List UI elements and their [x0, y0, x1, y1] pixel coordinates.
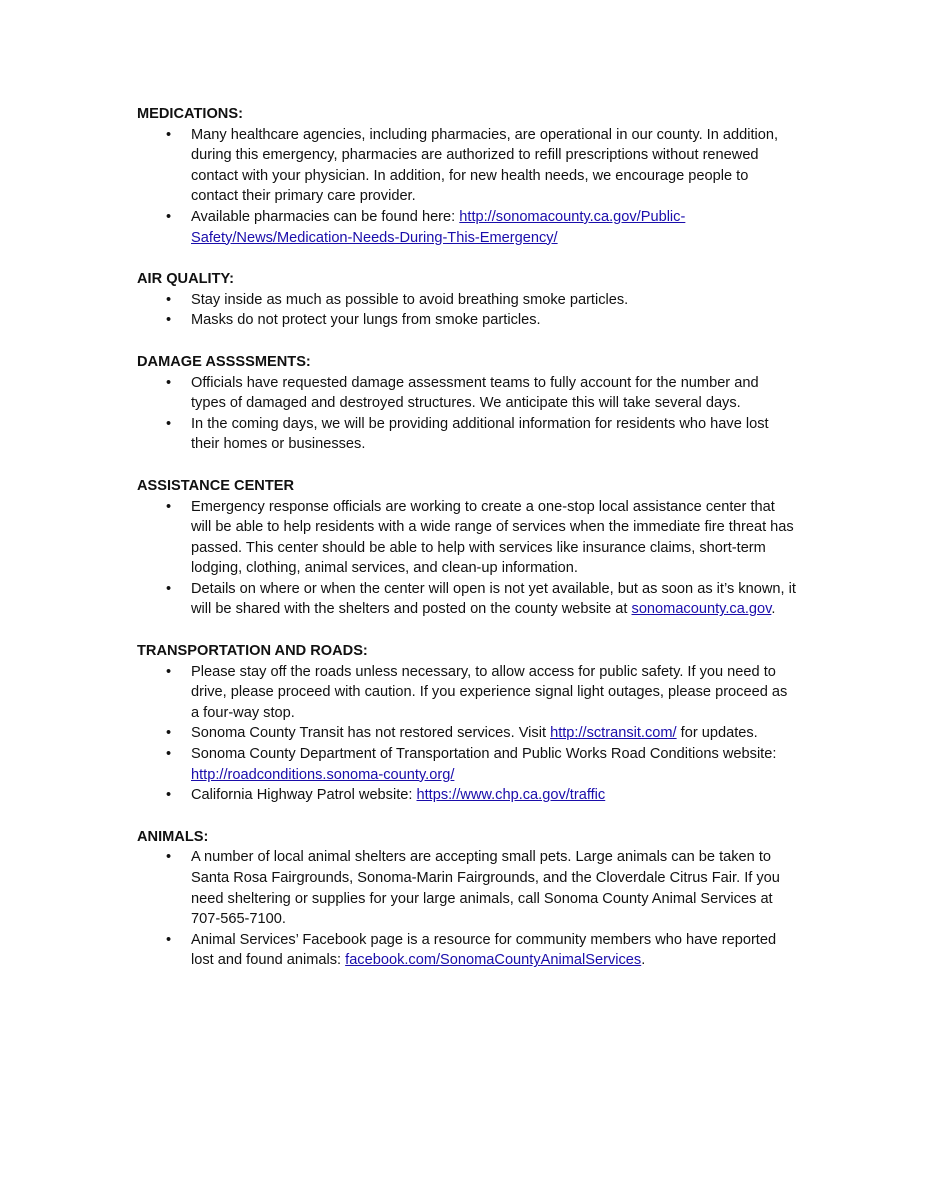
- bullet-icon: •: [166, 498, 172, 515]
- bullet-icon: •: [166, 787, 172, 804]
- section-damage-assessments: [137, 352, 797, 455]
- bullet-icon: •: [166, 374, 172, 391]
- bullet-list: [137, 662, 797, 806]
- item-text: California Highway Patrol website:: [191, 787, 417, 804]
- section-heading: AIR QUALITY:: [137, 271, 235, 288]
- bullet-icon: •: [166, 746, 172, 763]
- section-heading: ANIMALS:: [137, 828, 209, 845]
- section-medications: [137, 104, 797, 248]
- item-text: In the coming days, we will be providing additional information for residents who have lost their homes or businesses.: [191, 415, 769, 453]
- bullet-icon: •: [166, 931, 172, 948]
- bullet-icon: •: [166, 725, 172, 742]
- bullet-icon: •: [166, 663, 172, 680]
- item-text: A number of local animal shelters are accepting small pets. Large animals can be taken to Santa Rosa Fairgrounds, Sonoma-Marin Fairgrounds, and the Cloverdale Citrus Fair. If you need sheltering or supplies for your large animals, call Sonoma County Animal Services at 707-565-7100.: [191, 849, 780, 928]
- item-text-after: .: [771, 601, 776, 618]
- item-text: Officials have requested damage assessment teams to fully account for the number and types of damaged and destroyed structures. We anticipate this will take several days.: [191, 374, 759, 412]
- list-item: [137, 847, 797, 929]
- bullet-list: [137, 497, 797, 621]
- list-item: [137, 373, 797, 414]
- list-item: [137, 414, 797, 455]
- item-text: Please stay off the roads unless necessary, to allow access for public safety. If you need to drive, please proceed with caution. If you experience signal light outages, please proceed as a four-way stop.: [191, 663, 788, 721]
- bullet-list: [137, 847, 797, 971]
- list-item: [137, 310, 797, 331]
- bullet-icon: •: [166, 415, 172, 432]
- list-item: [137, 744, 797, 785]
- section-air-quality: [137, 269, 797, 331]
- item-text: Emergency response officials are working to create a one-stop local assistance center that will be able to help residents with a wide range of services when the immediate fire threat has passed. This center should be able to help with services like insurance claims, short-term lodging, clothing, animal services, and clean-up information.: [191, 498, 794, 577]
- section-heading: DAMAGE ASSSSMENTS:: [137, 353, 311, 370]
- item-text: Sonoma County Department of Transportation and Public Works Road Conditions website:: [191, 746, 777, 763]
- item-text: Stay inside as much as possible to avoid breathing smoke particles.: [191, 291, 629, 308]
- list-item: [137, 579, 797, 620]
- bullet-list: [137, 290, 797, 331]
- section-heading: TRANSPORTATION AND ROADS:: [137, 643, 368, 660]
- list-item: [137, 290, 797, 311]
- section-transportation: [137, 641, 797, 806]
- bullet-icon: •: [166, 312, 172, 329]
- item-text: Animal Services’ Facebook page is a resource for community members who have reported lost and found animals:: [191, 931, 777, 969]
- bullet-icon: •: [166, 291, 172, 308]
- sctransit-link[interactable]: http://sctransit.com/: [550, 725, 677, 742]
- bullet-list: [137, 125, 797, 249]
- item-text: Sonoma County Transit has not restored services. Visit: [191, 725, 551, 742]
- pharmacies-link[interactable]: http://sonomacounty.ca.gov/Public-Safety/News/Medication-Needs-During-This-Emergency/: [191, 208, 686, 246]
- item-text: Many healthcare agencies, including pharmacies, are operational in our county. In addition, during this emergency, pharmacies are authorized to refill prescriptions without renewed contact with your physician. In addition, for new health needs, we encourage people to contact their primary care provider.: [191, 126, 779, 205]
- section-heading: MEDICATIONS:: [137, 106, 243, 122]
- item-text: Available pharmacies can be found here:: [191, 208, 460, 225]
- list-item: [137, 497, 797, 579]
- bullet-icon: •: [166, 126, 172, 143]
- county-website-link[interactable]: sonomacounty.ca.gov: [631, 601, 772, 618]
- document-page: [137, 104, 797, 992]
- bullet-icon: •: [166, 580, 172, 597]
- item-text: Masks do not protect your lungs from smoke particles.: [191, 312, 541, 329]
- list-item: [137, 723, 797, 744]
- item-text-after: .: [641, 952, 646, 969]
- bullet-icon: •: [166, 849, 172, 866]
- list-item: [137, 207, 797, 248]
- item-text-after: for updates.: [676, 725, 758, 742]
- item-text: Details on where or when the center will open is not yet available, but as soon as it’s known, it will be shared with the shelters and posted on the county website at: [191, 580, 796, 618]
- bullet-icon: •: [166, 208, 172, 225]
- section-assistance-center: [137, 476, 797, 620]
- bullet-list: [137, 373, 797, 455]
- chp-traffic-link[interactable]: https://www.chp.ca.gov/traffic: [416, 787, 606, 804]
- list-item: [137, 662, 797, 724]
- list-item: [137, 785, 797, 806]
- section-heading: ASSISTANCE CENTER: [137, 477, 295, 494]
- list-item: [137, 930, 797, 971]
- list-item: [137, 125, 797, 207]
- section-animals: [137, 827, 797, 971]
- road-conditions-link[interactable]: http://roadconditions.sonoma-county.org/: [191, 766, 455, 783]
- animal-services-facebook-link[interactable]: facebook.com/SonomaCountyAnimalServices: [345, 952, 642, 969]
